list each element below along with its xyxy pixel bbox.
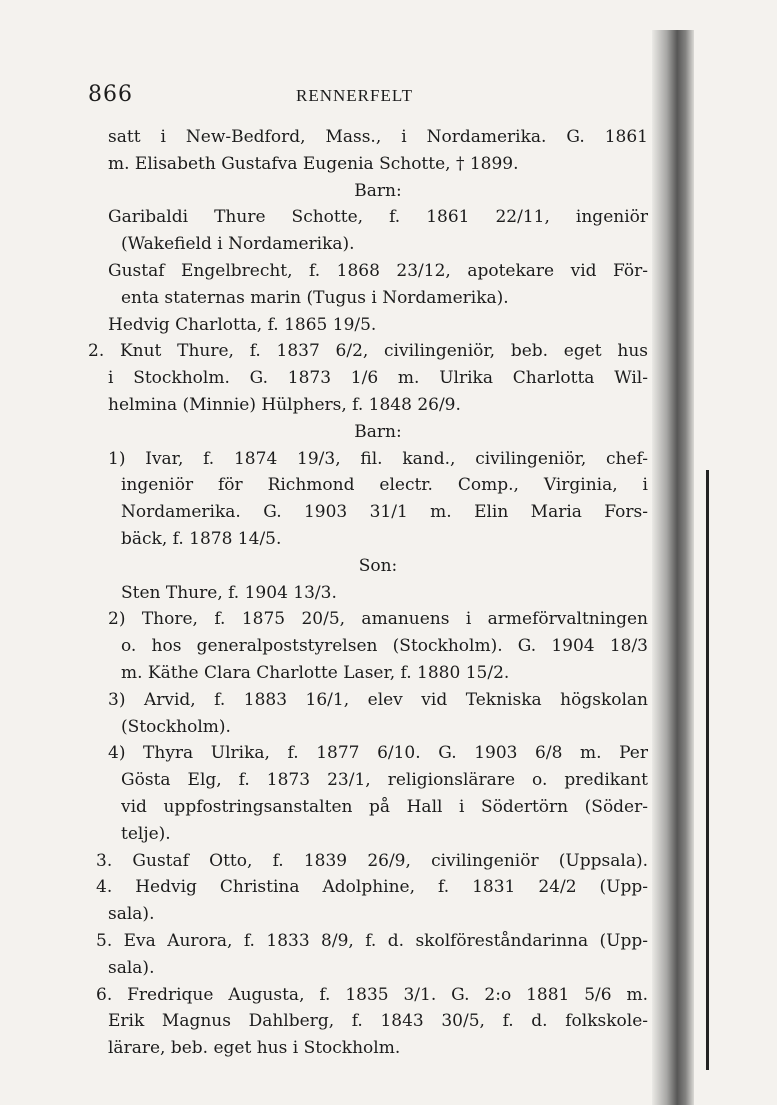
text-line: (Wakefield i Nordamerika). — [121, 234, 355, 255]
page-number: 866 — [88, 82, 133, 107]
text-line: 4) Thyra Ulrika, f. 1877 6/10. G. 1903 6/8 m. Per — [108, 743, 648, 764]
text-line: Sten Thure, f. 1904 13/3. — [121, 582, 337, 603]
text-line: Hedvig Charlotta, f. 1865 19/5. — [108, 314, 377, 335]
text-line: (Stockholm). — [121, 716, 231, 737]
text-line: Erik Magnus Dahlberg, f. 1843 30/5, f. d. folkskole- — [108, 1011, 648, 1032]
text-line: 2. Knut Thure, f. 1837 6/2, civilingeniör, beb. eget hus — [88, 341, 648, 362]
text-line: 4. Hedvig Christina Adolphine, f. 1831 24/2 (Upp- — [96, 877, 648, 898]
text-line: 5. Eva Aurora, f. 1833 8/9, f. d. skolföreståndarinna (Upp- — [96, 930, 648, 951]
text-line: telje). — [121, 823, 171, 844]
scan-margin-line — [706, 470, 709, 1070]
text-line: sala). — [108, 957, 155, 978]
text-line: lärare, beb. eget hus i Stockholm. — [108, 1038, 401, 1059]
genealogy-text — [88, 124, 648, 1062]
son-heading: Son: — [358, 555, 398, 576]
text-line: 6. Fredrique Augusta, f. 1835 3/1. G. 2:o 1881 5/6 m. — [96, 984, 648, 1005]
text-line: m. Käthe Clara Charlotte Laser, f. 1880 15/2. — [121, 662, 510, 683]
text-line: enta staternas marin (Tugus i Nordamerika). — [121, 287, 509, 308]
text-line: Nordamerika. G. 1903 31/1 m. Elin Maria Fors- — [121, 502, 648, 523]
text-line: 3) Arvid, f. 1883 16/1, elev vid Tekniska högskolan — [108, 689, 648, 710]
text-line: o. hos generalpoststyrelsen (Stockholm). G. 1904 18/3 — [121, 636, 648, 657]
text-line: 2) Thore, f. 1875 20/5, amanuens i armeförvaltningen — [108, 609, 648, 630]
children-heading: Barn: — [354, 421, 402, 442]
text-line: ingeniör för Richmond electr. Comp., Virginia, i — [121, 475, 648, 496]
page-header — [88, 82, 648, 116]
text-line: vid uppfostringsanstalten på Hall i Södertörn (Söder- — [121, 796, 648, 817]
text-line: 1) Ivar, f. 1874 19/3, fil. kand., civilingeniör, chef- — [108, 448, 648, 469]
children-heading: Barn: — [354, 180, 402, 201]
text-line: sala). — [108, 904, 155, 925]
text-line: m. Elisabeth Gustafva Eugenia Schotte, † 1899. — [108, 153, 519, 174]
text-line: satt i New-Bedford, Mass., i Nordamerika. G. 1861 — [108, 127, 648, 147]
scan-binding-edge — [652, 30, 694, 1105]
text-line: i Stockholm. G. 1873 1/6 m. Ulrika Charlotta Wil- — [108, 368, 648, 389]
text-line: Gösta Elg, f. 1873 23/1, religionslärare o. predikant — [121, 770, 648, 791]
text-line: Garibaldi Thure Schotte, f. 1861 22/11, ingeniör — [108, 207, 648, 228]
text-line: helmina (Minnie) Hülphers, f. 1848 26/9. — [108, 394, 461, 415]
text-line: bäck, f. 1878 14/5. — [121, 528, 282, 549]
text-line: 3. Gustaf Otto, f. 1839 26/9, civilingeniör (Uppsala). — [96, 850, 648, 871]
text-line: Gustaf Engelbrecht, f. 1868 23/12, apotekare vid För- — [108, 260, 648, 281]
running-title: RENNERFELT — [296, 86, 414, 105]
